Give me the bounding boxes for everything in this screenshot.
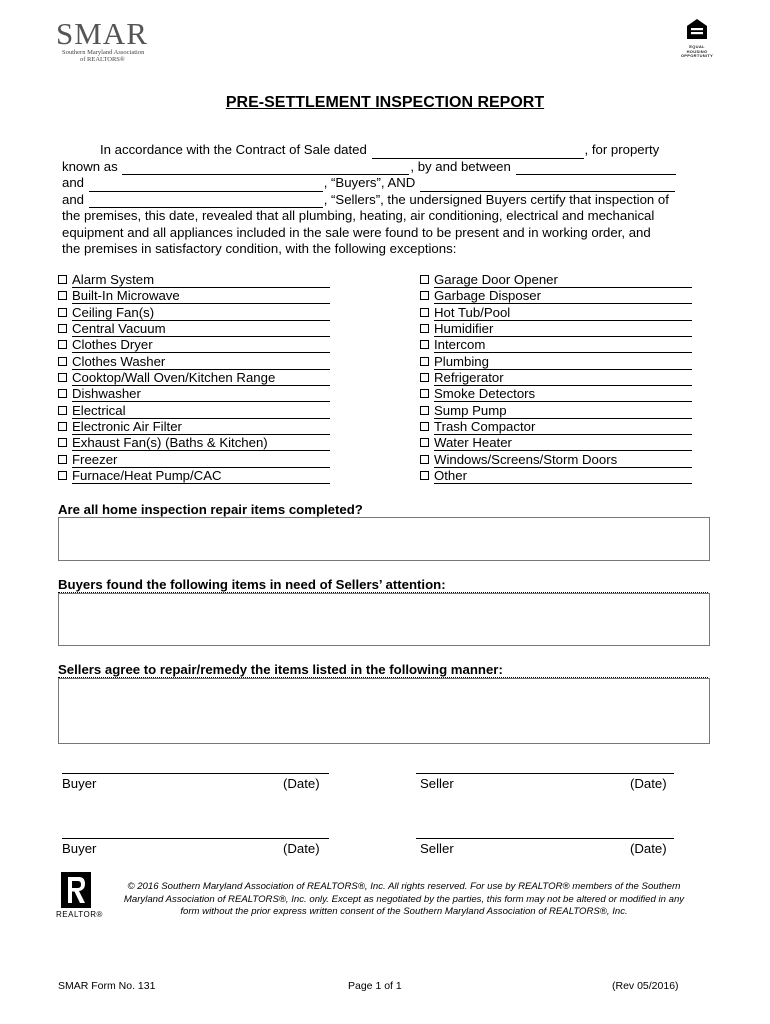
checkbox[interactable] — [58, 308, 67, 317]
seller-date-label-1: (Date) — [630, 776, 667, 791]
checkbox[interactable] — [420, 308, 429, 317]
checkbox[interactable] — [58, 406, 67, 415]
buyer-date-label-1: (Date) — [283, 776, 320, 791]
sellers-agree-textbox[interactable] — [58, 678, 710, 744]
checkbox[interactable] — [420, 324, 429, 333]
checklist-item — [58, 337, 330, 353]
checklist-item-label: Humidifier — [434, 322, 692, 337]
checklist-item — [420, 305, 692, 321]
checklist-left — [58, 272, 330, 484]
question-buyers-found: Buyers found the following items in need of Sellers’ attention: — [58, 577, 708, 593]
intro-text-buyers-and: , “Buyers”, AND — [323, 175, 416, 190]
checklist-item — [420, 452, 692, 468]
seller-name-field-2[interactable] — [89, 194, 323, 208]
intro-text-and-1: and — [62, 175, 85, 190]
copyright-line-3: form without the prior express written consent of the Southern Maryland Association of REALTORS®, Inc. — [180, 906, 628, 917]
buyer-label-2: Buyer — [62, 841, 97, 856]
checklist-right — [420, 272, 692, 484]
realtor-logo-text: REALTOR® — [56, 910, 103, 919]
checklist-item — [420, 435, 692, 451]
checkbox[interactable] — [58, 422, 67, 431]
checklist-item — [58, 354, 330, 370]
checklist-item — [420, 419, 692, 435]
equal-housing-line-2: OPPORTUNITY — [680, 53, 714, 58]
intro-line-1 — [100, 142, 688, 159]
checklist-item — [58, 386, 330, 402]
checklist-item-label: Clothes Dryer — [72, 338, 330, 353]
seller-date-label-2: (Date) — [630, 841, 667, 856]
contract-date-field[interactable] — [372, 145, 584, 159]
checkbox[interactable] — [420, 406, 429, 415]
intro-line-5: the premises, this date, revealed that all plumbing, heating, air conditioning, electrical and mechanical — [62, 208, 655, 223]
buyer-signature-line-2[interactable] — [62, 838, 329, 839]
buyer-label-1: Buyer — [62, 776, 97, 791]
checklist-item-label: Hot Tub/Pool — [434, 306, 692, 321]
smar-logo-word: SMAR — [56, 16, 148, 51]
checkbox[interactable] — [58, 373, 67, 382]
question-sellers-agree: Sellers agree to repair/remedy the items listed in the following manner: — [58, 662, 708, 678]
checklist-item — [420, 272, 692, 288]
checklist-item-label: Built-In Microwave — [72, 289, 330, 304]
checkbox[interactable] — [420, 455, 429, 464]
checklist-item-label: Sump Pump — [434, 404, 692, 419]
checklist-item-label: Exhaust Fan(s) (Baths & Kitchen) — [72, 436, 330, 451]
realtor-logo — [56, 872, 104, 928]
checklist-item — [420, 288, 692, 304]
checklist-item-label: Other — [434, 469, 692, 484]
copyright-line-2: Maryland Association of REALTORS®, Inc. only. Except as negotiated by the parties, this form may not be altered or modified in any — [123, 893, 685, 905]
checklist-item — [420, 321, 692, 337]
checklist-item — [58, 452, 330, 468]
checkbox[interactable] — [58, 291, 67, 300]
checklist-item-label: Refrigerator — [434, 371, 692, 386]
smar-logo-subtitle-1: Southern Maryland Association — [62, 49, 145, 56]
checklist-item — [58, 419, 330, 435]
repairs-completed-textbox[interactable] — [58, 517, 710, 561]
buyer-name-field-2[interactable] — [89, 178, 323, 192]
footer-revision: (Rev 05/2016) — [612, 980, 679, 992]
intro-text-known-as: known as — [62, 158, 118, 174]
checklist-item — [58, 370, 330, 386]
checklist-item-label: Ceiling Fan(s) — [72, 306, 330, 321]
checklist-item — [58, 272, 330, 288]
checklist-item-label: Windows/Screens/Storm Doors — [434, 453, 692, 468]
checklist-item — [420, 386, 692, 402]
checkbox[interactable] — [420, 389, 429, 398]
smar-logo — [56, 18, 160, 62]
checkbox[interactable] — [420, 438, 429, 447]
checklist-item — [58, 288, 330, 304]
checklist-item-label: Clothes Washer — [72, 355, 330, 370]
checkbox[interactable] — [420, 340, 429, 349]
checklist-item — [58, 305, 330, 321]
checkbox[interactable] — [420, 291, 429, 300]
footer-page-number: Page 1 of 1 — [348, 980, 402, 992]
checklist-item — [58, 468, 330, 484]
smar-logo-subtitle-2: of REALTORS® — [80, 56, 125, 63]
seller-label-2: Seller — [420, 841, 454, 856]
checklist-item-label: Dishwasher — [72, 387, 330, 402]
buyers-found-textbox[interactable] — [58, 593, 710, 646]
equal-housing-line-1: EQUAL HOUSING — [686, 44, 708, 54]
seller-name-field-1[interactable] — [420, 178, 675, 192]
checklist-item — [58, 321, 330, 337]
question-repairs-completed: Are all home inspection repair items completed? — [58, 502, 708, 518]
checklist-item-label: Smoke Detectors — [434, 387, 692, 402]
checkbox[interactable] — [58, 324, 67, 333]
checklist-item — [420, 370, 692, 386]
checklist-item-label: Cooktop/Wall Oven/Kitchen Range — [72, 371, 330, 386]
checklist-item-label: Furnace/Heat Pump/CAC — [72, 469, 330, 484]
checkbox[interactable] — [420, 357, 429, 366]
seller-signature-line-1[interactable] — [416, 773, 674, 774]
checkbox[interactable] — [58, 471, 67, 480]
checkbox[interactable] — [58, 275, 67, 284]
seller-signature-line-2[interactable] — [416, 838, 674, 839]
checklist-item-label: Electrical — [72, 404, 330, 419]
checkbox[interactable] — [58, 455, 67, 464]
realtor-r-icon — [61, 872, 91, 908]
checkbox[interactable] — [58, 357, 67, 366]
intro-text-by-and-between: , by and between — [410, 158, 511, 174]
house-icon — [686, 18, 708, 40]
seller-label-1: Seller — [420, 776, 454, 791]
intro-line-3 — [62, 175, 688, 192]
copyright-notice — [104, 881, 704, 919]
checklist-item — [58, 435, 330, 451]
checkbox[interactable] — [420, 471, 429, 480]
checkbox[interactable] — [420, 275, 429, 284]
checklist-item — [420, 403, 692, 419]
checklist-item-label: Freezer — [72, 453, 330, 468]
intro-line-6: equipment and all appliances included in the sale were found to be present and in working order, and — [62, 224, 651, 240]
intro-line-7: the premises in satisfactory condition, with the following exceptions: — [62, 241, 457, 256]
buyer-signature-line-1[interactable] — [62, 773, 329, 774]
checklist-item-label: Electronic Air Filter — [72, 420, 330, 435]
intro-text-for-property: , for property — [584, 142, 660, 157]
buyer-date-label-2: (Date) — [283, 841, 320, 856]
checklist-item-label: Water Heater — [434, 436, 692, 451]
checklist-item — [420, 337, 692, 353]
intro-text-contract-date: In accordance with the Contract of Sale dated — [100, 142, 367, 157]
checklist-item-label: Plumbing — [434, 355, 692, 370]
checkbox[interactable] — [420, 422, 429, 431]
intro-line-4 — [62, 192, 688, 209]
checklist-item-label: Garage Door Opener — [434, 273, 692, 288]
checkbox[interactable] — [420, 373, 429, 382]
copyright-line-1: © 2016 Southern Maryland Association of REALTORS®, Inc. All rights reserved. For use by REALTOR® members of the Southern — [127, 881, 681, 892]
checklist-item-label: Trash Compactor — [434, 420, 692, 435]
property-address-field[interactable] — [122, 161, 409, 175]
checklist-item-label: Central Vacuum — [72, 322, 330, 337]
checklist-item — [420, 354, 692, 370]
equal-housing-logo — [680, 18, 714, 58]
footer-form-number: SMAR Form No. 131 — [58, 980, 156, 992]
checkbox[interactable] — [58, 340, 67, 349]
intro-text-sellers: , “Sellers”, the undersigned Buyers certify that inspection of — [323, 191, 669, 207]
checkbox[interactable] — [58, 438, 67, 447]
checkbox[interactable] — [58, 389, 67, 398]
buyer-name-field-1[interactable] — [516, 161, 676, 175]
checklist-item-label: Garbage Disposer — [434, 289, 692, 304]
checklist-item — [58, 403, 330, 419]
intro-line-2 — [62, 159, 688, 176]
checklist-item-label: Intercom — [434, 338, 692, 353]
intro-text-and-2: and — [62, 191, 85, 207]
checklist-item-label: Alarm System — [72, 273, 330, 288]
checklist-item — [420, 468, 692, 484]
page-title: PRE-SETTLEMENT INSPECTION REPORT — [225, 94, 545, 111]
